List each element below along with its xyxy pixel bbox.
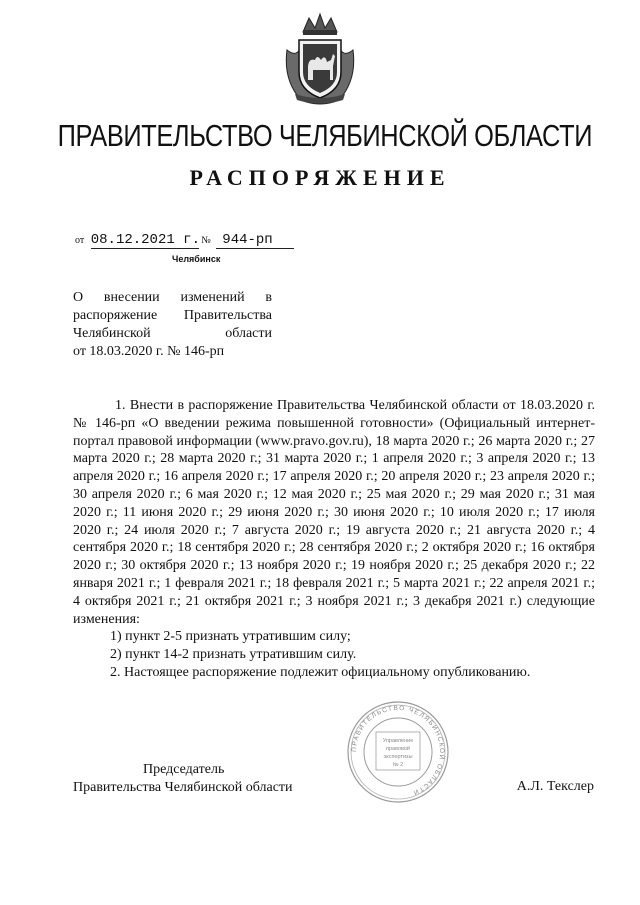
document-subject bbox=[73, 289, 272, 361]
from-label: от bbox=[75, 235, 85, 246]
subject-line: распоряжение Правительства bbox=[73, 308, 272, 323]
seal-center-line: № 2 bbox=[392, 762, 404, 768]
document-date: 08.12.2021 г. bbox=[90, 232, 200, 248]
organization-title: ПРАВИТЕЛЬСТВО ЧЕЛЯБИНСКОЙ ОБЛАСТИ bbox=[57, 118, 593, 153]
signatory-position bbox=[73, 761, 293, 797]
subject-line: О внесении изменений в bbox=[73, 290, 272, 305]
body-paragraph-2: 2. Настоящее распоряжение подлежит официальному опубликованию. bbox=[110, 664, 531, 680]
seal-center-line: экспертизы bbox=[383, 754, 413, 760]
chelyabinsk-coat-of-arms-icon bbox=[281, 10, 359, 105]
signatory-role: Председатель bbox=[143, 762, 225, 777]
seal-center-line: правовой bbox=[385, 746, 411, 752]
list-item: 1) пункт 2-5 признать утратившим силу; bbox=[110, 629, 351, 645]
list-item: 2) пункт 14-2 признать утратившим силу. bbox=[110, 647, 357, 663]
seal-ring-text: ПРАВИТЕЛЬСТВО ЧЕЛЯБИНСКОЙ ОБЛАСТИ bbox=[350, 704, 446, 797]
body-paragraph-1: 1. Внести в распоряжение Правительства Челябинской области от 18.03.2020 г. № 146-рп «О введении режима повышенной готовности» (Официальный интернет-портал правовой информации (www.pravo.gov.ru), 18 марта 2020 г.; 26 марта 2020 г.; 27 марта 2020 г.; 28 марта 2020 г.; 31 марта 2020 г.; 1 апреля 2020 г.; 3 апреля 2020 г.; 13 апреля 2020 г.; 16 апреля 2020 г.; 17 апреля 2020 г.; 20 апреля 2020 г.; 23 апреля 2020 г.; 30 апреля 2020 г.; 6 мая 2020 г.; 12 мая 2020 г.; 25 мая 2020 г.; 29 мая 2020 г.; 31 мая 2020 г.; 11 июня 2020 г.; 29 июня 2020 г.; 30 июня 2020 г.; 10 июля 2020 г.; 17 июля 2020 г.; 24 июля 2020 г.; 7 августа 2020 г.; 19 августа 2020 г.; 21 августа 2020 г.; 4 сентября 2020 г.; 18 сентября 2020 г.; 28 сентября 2020 г.; 2 октября 2020 г.; 16 октября 2020 г.; 30 октября 2020 г.; 13 ноября 2020 г.; 19 ноября 2020 г.; 25 декабря 2020 г.; 22 января 2021 г.; 1 февраля 2021 г.; 18 февраля 2021 г.; 5 марта 2021 г.; 22 апреля 2021 г.; 4 октября 2021 г.; 21 октября 2021 г.; 3 ноября 2021 г.; 3 декабря 2021 г.) следующие изменения: bbox=[73, 398, 595, 627]
subject-line: от 18.03.2020 г. № 146-рп bbox=[73, 344, 225, 359]
subject-line: Челябинской области bbox=[73, 326, 272, 341]
seal-center-line: Управление bbox=[382, 738, 414, 744]
signatory-name: А.Л. Текслер bbox=[516, 779, 594, 794]
document-number: 944-рп bbox=[216, 232, 294, 249]
official-seal-stamp bbox=[332, 700, 464, 804]
number-label: № bbox=[201, 235, 211, 246]
city-label: Челябинск bbox=[172, 254, 221, 264]
document-type: РАСПОРЯЖЕНИЕ bbox=[189, 165, 451, 190]
document-meta bbox=[75, 232, 294, 249]
document-body bbox=[73, 397, 595, 682]
signatory-organization: Правительства Челябинской области bbox=[73, 780, 293, 795]
